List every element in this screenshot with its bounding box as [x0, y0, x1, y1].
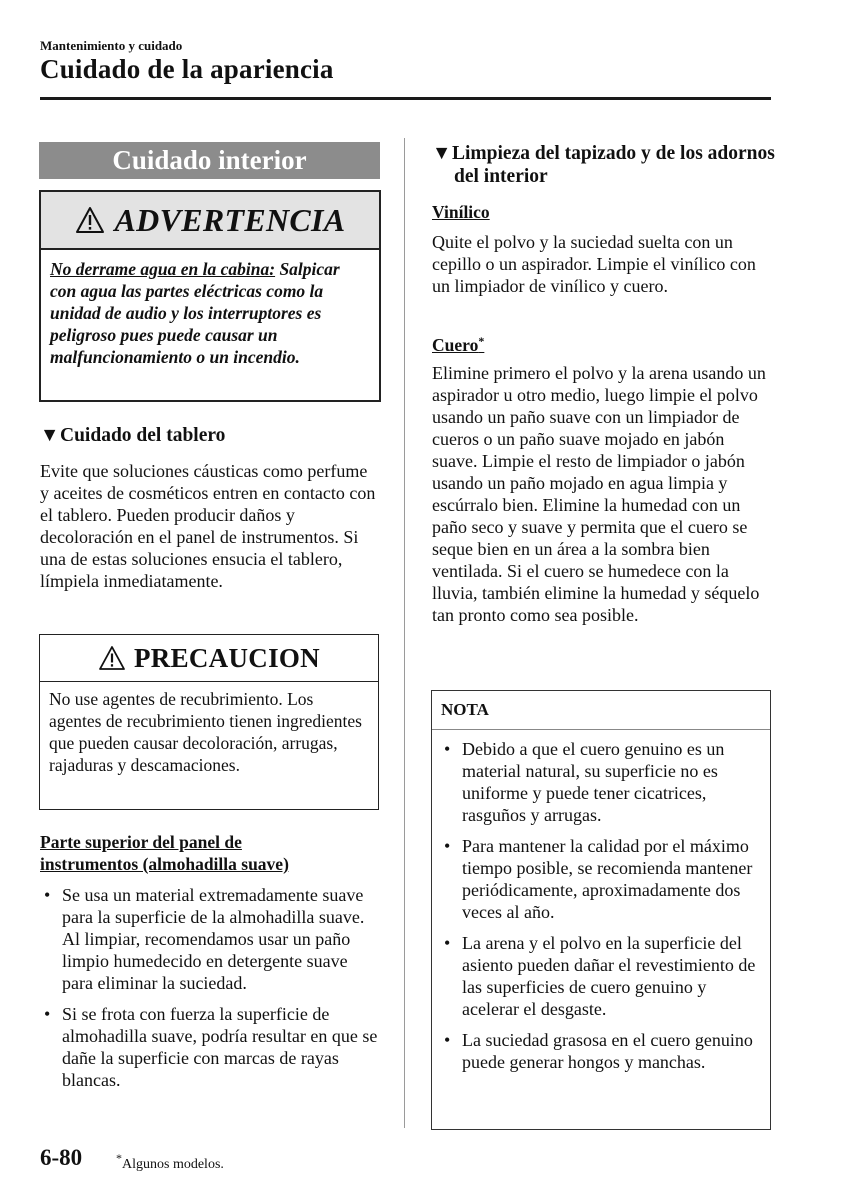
warning-triangle-icon [75, 206, 105, 234]
dashboard-heading-text: Cuidado del tablero [60, 425, 226, 446]
warning-title: ADVERTENCIA [114, 201, 346, 238]
list-item: • La arena y el polvo en la superficie del asiento pueden dañar el revestimiento de las superficies de cuero genuino y acelerar el desgaste. [444, 933, 756, 1019]
bullet-icon: • [44, 885, 51, 905]
caution-body: No use agentes de recubrimiento. Los agentes de recubrimiento tienen ingredientes que pueden causar decoloración, arrugas, rajaduras y descamaciones. [49, 689, 362, 775]
title-rule [40, 97, 771, 100]
nota-title: NOTA [432, 691, 770, 730]
upholstery-heading-text: Limpieza del tapizado y de los adornos del interior [452, 143, 775, 187]
section-triangle-icon: ▼ [40, 425, 60, 446]
bullet-icon: • [444, 739, 451, 759]
vinyl-text: Quite el polvo y la suciedad suelta con un cepillo o un aspirador. Limpie el vinílico con un limpiador de vinílico y cuero. [432, 232, 756, 296]
bullet-icon: • [44, 1004, 51, 1024]
page-title: Cuidado de la apariencia [40, 54, 334, 84]
column-divider [404, 138, 405, 1128]
page-number: 6-80 [40, 1145, 83, 1170]
vinyl-label: Vinílico [432, 202, 490, 222]
leather-text: Elimine primero el polvo y la arena usando un aspirador u otro medio, luego limpie el polvo usando un paño suave con un limpiador de cueros o un paño suave mojado en jabón suave. Limpie el resto de limpiador o jabón usando un paño mojado en agua limpia y escúrralo bien. Elimine la humedad con un paño seco y suave y permita que el cuero se seque bien en un área a la sombra bien ventilada. Si el cuero se humedece con la lluvia, también elimine la humedad y séquelo tan pronto como sea posible. [432, 363, 766, 625]
warning-body [41, 250, 379, 376]
dashboard-text: Evite que soluciones cáusticas como perfume y aceites de cosméticos entren en contacto con el tablero. Pueden producir daños y decoloración en el panel de instrumentos. Si una de estas soluciones ensucia el tablero, límpiela inmediatamente. [40, 461, 376, 591]
warning-lead: No derrame agua en la cabina: [50, 259, 276, 279]
list-item: • Se usa un material extremadamente suave para la superficie de la almohadilla suave. Al limpiar, recomendamos usar un paño limpio humedecido en detergente suave para eliminar la suciedad. [44, 885, 365, 993]
bullet-icon: • [444, 933, 451, 953]
upholstery-heading [432, 142, 794, 188]
list-item: • La suciedad grasosa en el cuero genuino puede generar hongos y manchas. [444, 1030, 753, 1072]
caution-triangle-icon [98, 645, 126, 671]
leather-label-text: Cuero [432, 335, 479, 355]
caution-box [39, 634, 379, 810]
list-item: • Debido a que el cuero genuino es un material natural, su superficie no es uniforme y puede tener cicatrices, rasguños y arrugas. [444, 739, 725, 825]
nota-list [440, 738, 762, 1073]
warning-box [39, 190, 381, 402]
dashboard-heading [40, 424, 380, 447]
section-banner: Cuidado interior [39, 142, 380, 179]
caution-title: PRECAUCION [133, 642, 320, 673]
footnote [116, 1151, 224, 1173]
footnote-text: Algunos modelos. [122, 1157, 224, 1172]
section-triangle-icon: ▼ [432, 143, 452, 164]
leather-marker: * [478, 334, 485, 348]
nota-box [431, 690, 771, 1130]
list-item: • Si se frota con fuerza la superficie de almohadilla suave, podría resultar en que se dañe la superficie con marcas de rayas blancas. [44, 1004, 378, 1090]
caution-header [40, 635, 378, 682]
upper-panel-heading: Parte superior del panel de instrumentos (almohadilla suave) [40, 832, 289, 874]
footnote-marker: * [116, 1151, 122, 1165]
upper-panel-list [40, 884, 380, 1100]
warning-header [41, 192, 379, 250]
warning-text: Salpicar con agua las partes eléctricas como la unidad de audio y los interruptores es peligroso pues puede causar un malfuncionamiento o un incendio. [50, 259, 340, 367]
bullet-icon: • [444, 1030, 451, 1050]
list-item: • Para mantener la calidad por el máximo tiempo posible, se recomienda mantener periódicamente, aproximadamente dos veces al año. [444, 836, 753, 922]
section-label: Mantenimiento y cuidado [40, 38, 183, 53]
bullet-icon: • [444, 836, 451, 856]
leather-label [432, 330, 484, 356]
